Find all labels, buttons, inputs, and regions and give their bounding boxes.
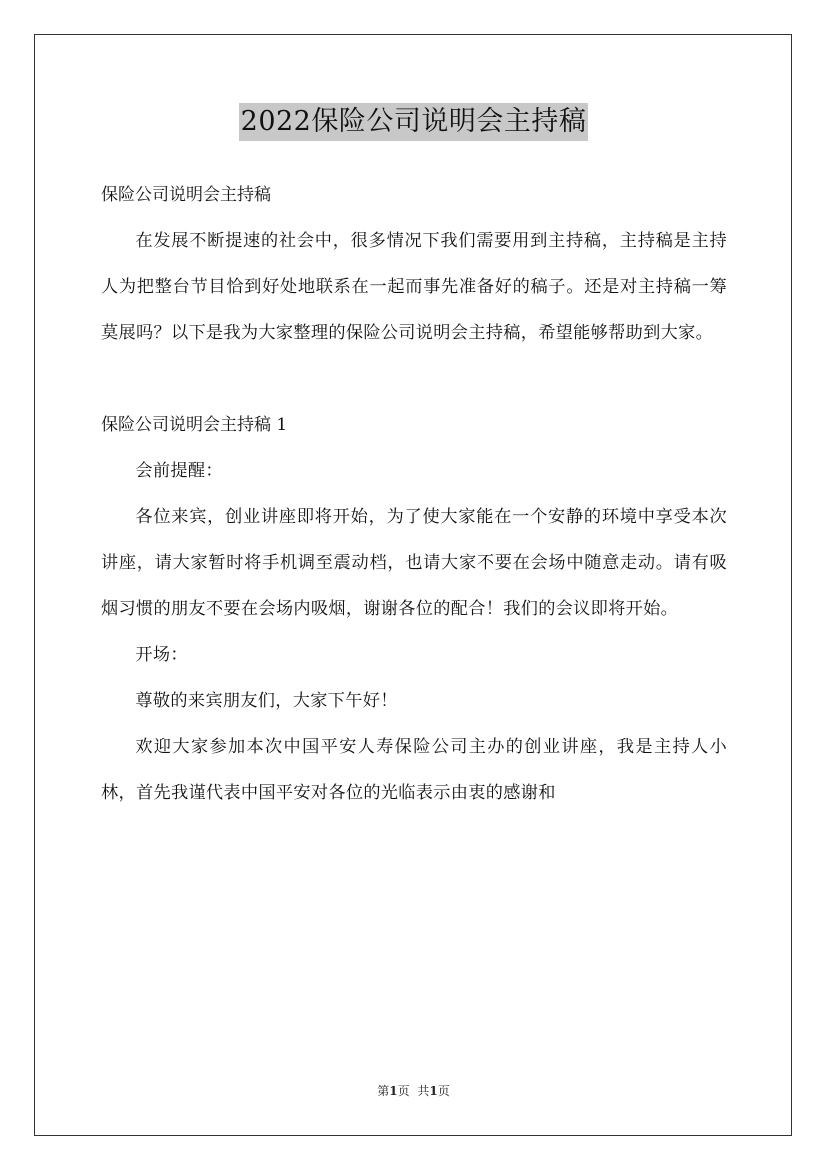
section1-heading: 保险公司说明会主持稿 1: [101, 415, 288, 435]
reminder-paragraph: 各位来宾，创业讲座即将开始，为了使大家能在一个安静的环境中享受本次讲座，请大家暂时将手机调至震动档，也请大家不要在会场中随意走动。请有吸烟习惯的朋友不要在会场内吸烟，谢谢各位的配合！我们的会议即将开始。: [101, 507, 727, 619]
greeting-paragraph: 尊敬的来宾朋友们，大家下午好！: [135, 691, 398, 711]
welcome-paragraph: 欢迎大家参加本次中国平安人寿保险公司主办的创业讲座，我是主持人小林，首先我谨代表中国平安对各位的光临表示由衷的感谢和: [101, 737, 727, 803]
total-suffix: 页: [437, 1084, 450, 1098]
opening-label: 开场：: [135, 645, 188, 665]
page-number: 1: [389, 1084, 398, 1098]
page-footer: [0, 1083, 827, 1099]
total-pages: 1: [429, 1084, 438, 1098]
blank-line: [101, 356, 727, 402]
intro-heading: 保险公司说明会主持稿: [101, 185, 271, 205]
page-suffix: 页: [397, 1084, 410, 1098]
document-body: [101, 172, 727, 816]
page-prefix: 第: [377, 1084, 390, 1098]
total-prefix: 共: [417, 1084, 430, 1098]
reminder-label: 会前提醒：: [135, 461, 223, 481]
intro-paragraph: 在发展不断提速的社会中，很多情况下我们需要用到主持稿，主持稿是主持人为把整台节目恰到好处地联系在一起而事先准备好的稿子。还是对主持稿一筹莫展吗？以下是我为大家整理的保险公司说明会主持稿，希望能够帮助到大家。: [101, 231, 727, 343]
document-title: 2022保险公司说明会主持稿: [239, 103, 589, 141]
title-container: [0, 103, 827, 141]
